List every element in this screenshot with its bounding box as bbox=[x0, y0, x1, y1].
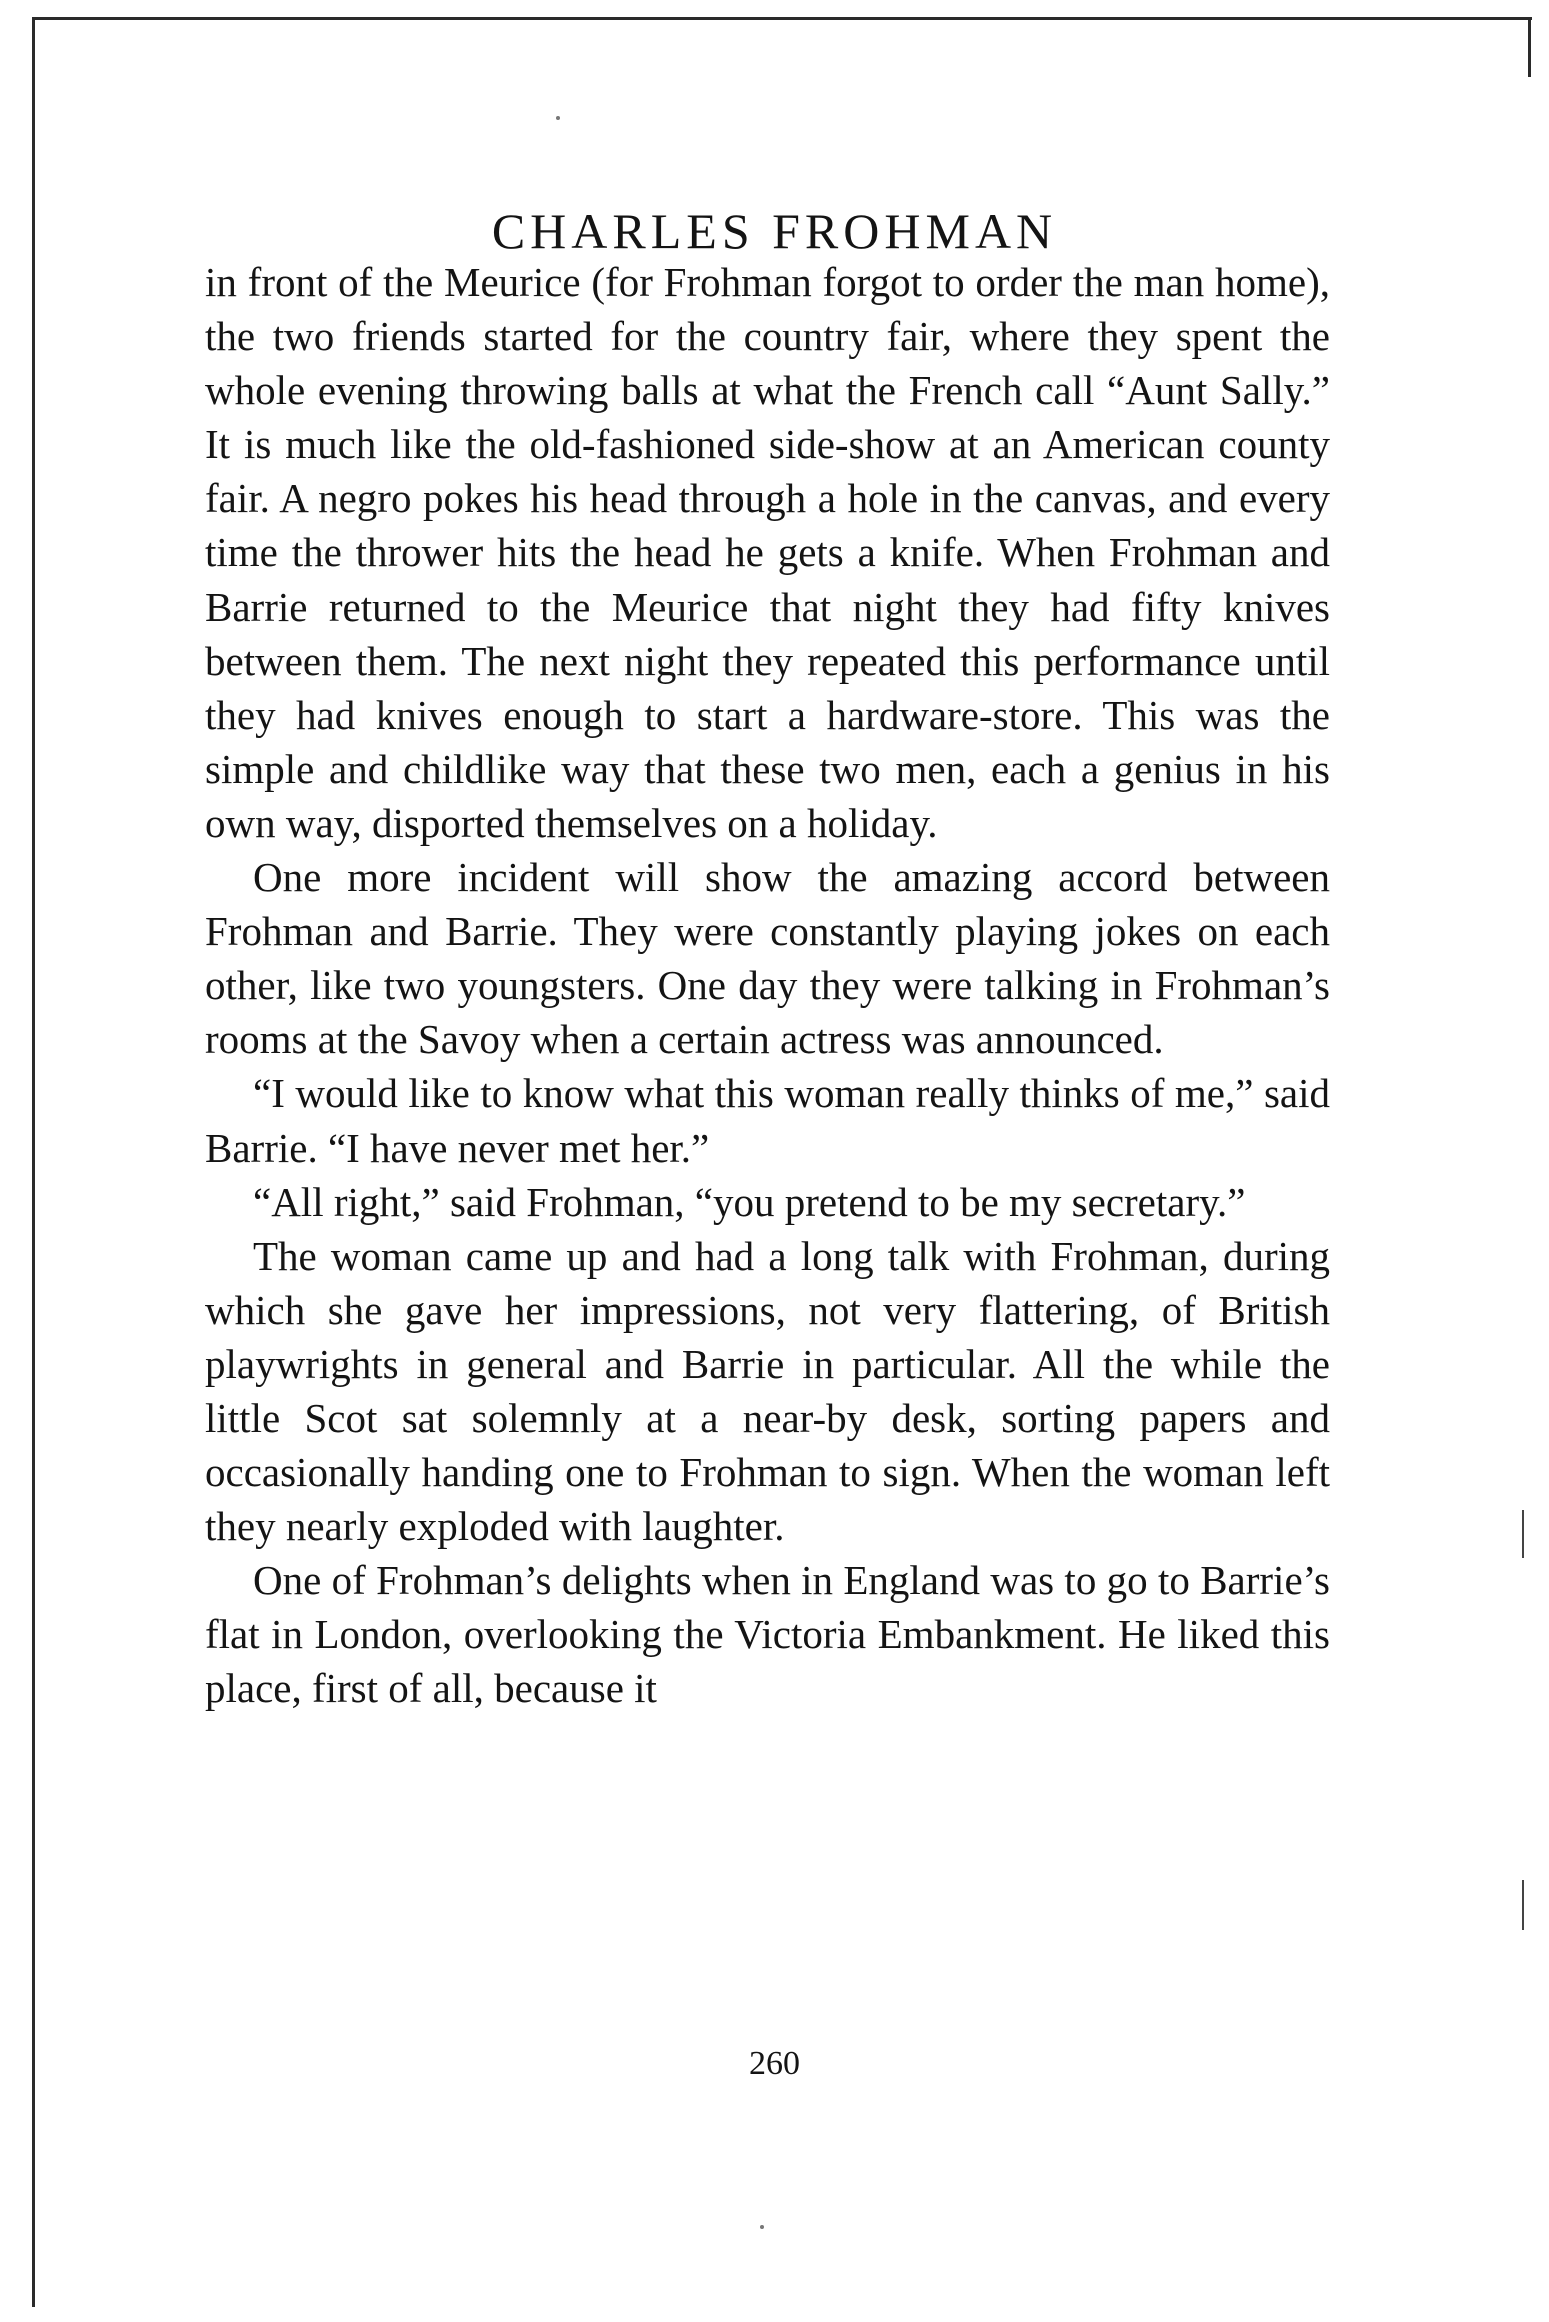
scan-speck bbox=[556, 116, 560, 120]
paragraph: in front of the Meurice (for Frohman forgot to order the man home), the two friends started for the country fair, where they spent the whole evening throwing balls at what the French call “Aunt Sally.” It is much like the old-fashioned side-show at an American county fair. A negro pokes his head through a hole in the canvas, and every time the thrower hits the head he gets a knife. When Frohman and Barrie returned to the Meurice that night they had fifty knives between them. The next night they repeated this performance until they had knives enough to start a hardware-store. This was the simple and childlike way that these two men, each a genius in his own way, disported themselves on a holiday. bbox=[205, 259, 1330, 846]
scan-edge-mark bbox=[1522, 1880, 1524, 1930]
page-border-top bbox=[32, 17, 1532, 20]
scan-edge-mark bbox=[1522, 1510, 1524, 1558]
paragraph: One of Frohman’s delights when in England was to go to Barrie’s flat in London, overlooking the Victoria Embankment. He liked this place, first of all, because it bbox=[205, 1557, 1330, 1712]
page-border-right bbox=[1528, 17, 1531, 77]
running-head: CHARLES FROHMAN bbox=[491, 202, 1058, 259]
paragraph: One more incident will show the amazing accord between Frohman and Barrie. They were constantly playing jokes on each other, like two youngsters. One day they were talking in Frohman’s rooms at the Savoy when a certain actress was announced. bbox=[205, 854, 1330, 1063]
page-number: 260 bbox=[749, 2045, 800, 2082]
scan-speck bbox=[760, 2225, 764, 2229]
paragraph: “All right,” said Frohman, “you pretend to be my secretary.” bbox=[253, 1178, 1246, 1225]
paragraph: “I would like to know what this woman really thinks of me,” said Barrie. “I have never met her.” bbox=[205, 1070, 1330, 1171]
body-text bbox=[205, 255, 1330, 1716]
page-border-left bbox=[32, 17, 35, 2307]
paragraph: The woman came up and had a long talk with Frohman, during which she gave her impressions, not very flattering, of British playwrights in general and Barrie in particular. All the while the little Scot sat solemnly at a near-by desk, sorting papers and occasionally handing one to Frohman to sign. When the woman left they nearly exploded with laughter. bbox=[205, 1232, 1330, 1550]
